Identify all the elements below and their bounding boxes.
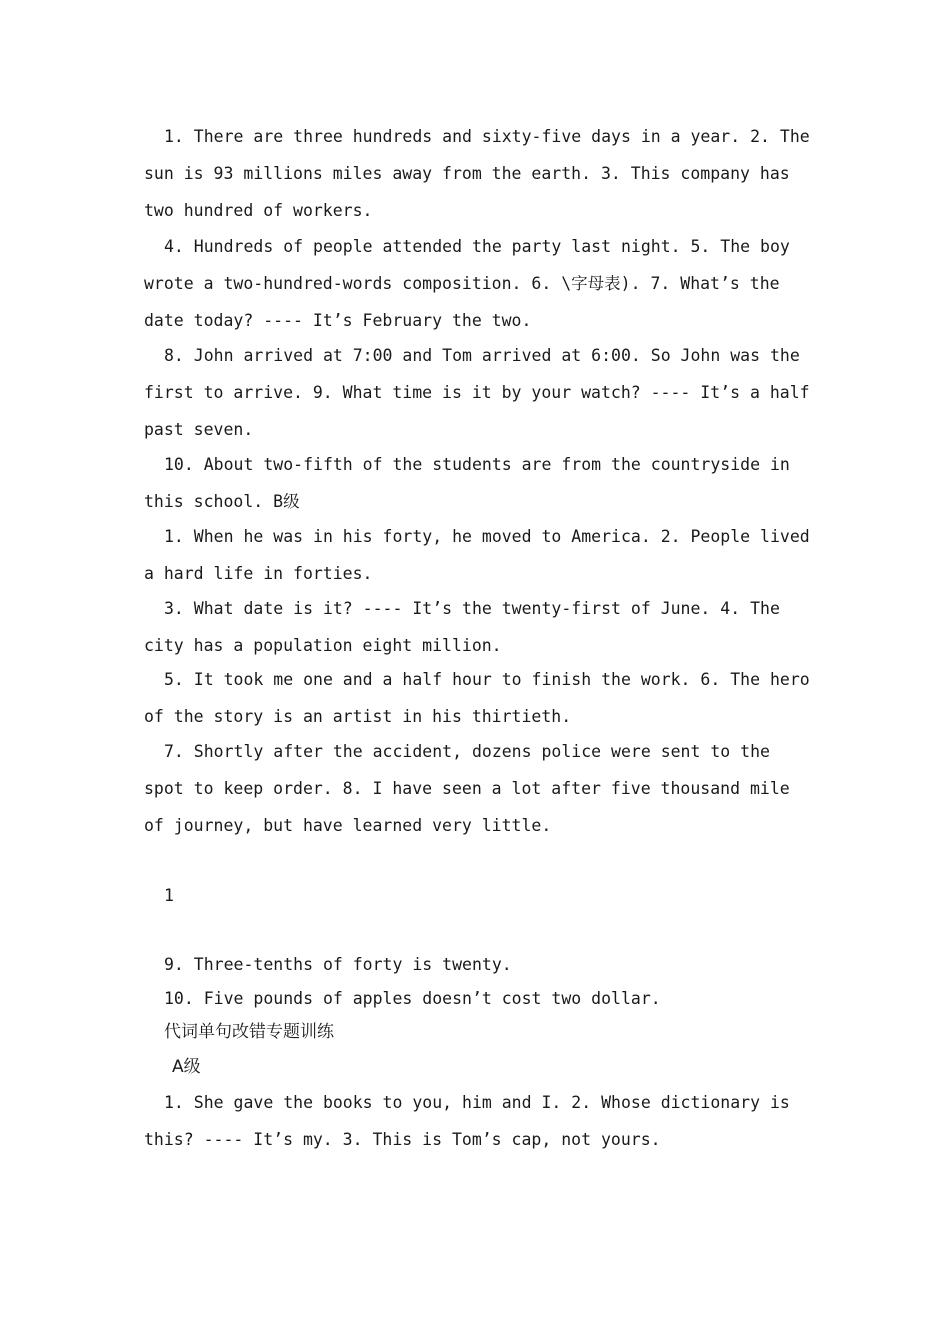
paragraph-3: 8. John arrived at 7:00 and Tom arrived at 6:00. So John was the first to arrive. 9. What time is it by your watch? ---- It’s a half past seven.	[144, 346, 810, 439]
level-label: A级	[172, 1057, 201, 1077]
paragraph-6: 3. What date is it? ---- It’s the twenty-first of June. 4. The city has a population eight million.	[144, 599, 780, 655]
paragraph-7: 5. It took me one and a half hour to finish the work. 6. The hero of the story is an artist in his thirtieth.	[144, 670, 810, 726]
paragraph-8: 7. Shortly after the accident, dozens police were sent to the spot to keep order. 8. I have seen a lot after five thousand mile of journey, but have learned very little.	[144, 742, 790, 835]
section-title: 代词单句改错专题训练	[164, 1022, 334, 1042]
paragraph-4: 10. About two-fifth of the students are from the countryside in this school. B级	[144, 455, 790, 511]
paragraph-5: 1. When he was in his forty, he moved to America. 2. People lived a hard life in forties.	[144, 527, 810, 583]
paragraph-11: 1. She gave the books to you, him and I. 2. Whose dictionary is this? ---- It’s my. 3. This is Tom’s cap, not yours.	[144, 1093, 790, 1149]
paragraph-9: 9. Three-tenths of forty is twenty.	[164, 955, 512, 974]
paragraph-1: 1. There are three hundreds and sixty-five days in a year. 2. The sun is 93 millions miles away from the earth. 3. This company has two hundred of workers.	[144, 127, 810, 220]
paragraph-10: 10. Five pounds of apples doesn’t cost two dollar.	[164, 989, 661, 1008]
page-number: 1	[164, 886, 174, 905]
paragraph-2: 4. Hundreds of people attended the party last night. 5. The boy wrote a two-hundred-words composition. 6. \字母表). 7. What’s the date today? ---- It’s February the two.	[144, 237, 790, 330]
